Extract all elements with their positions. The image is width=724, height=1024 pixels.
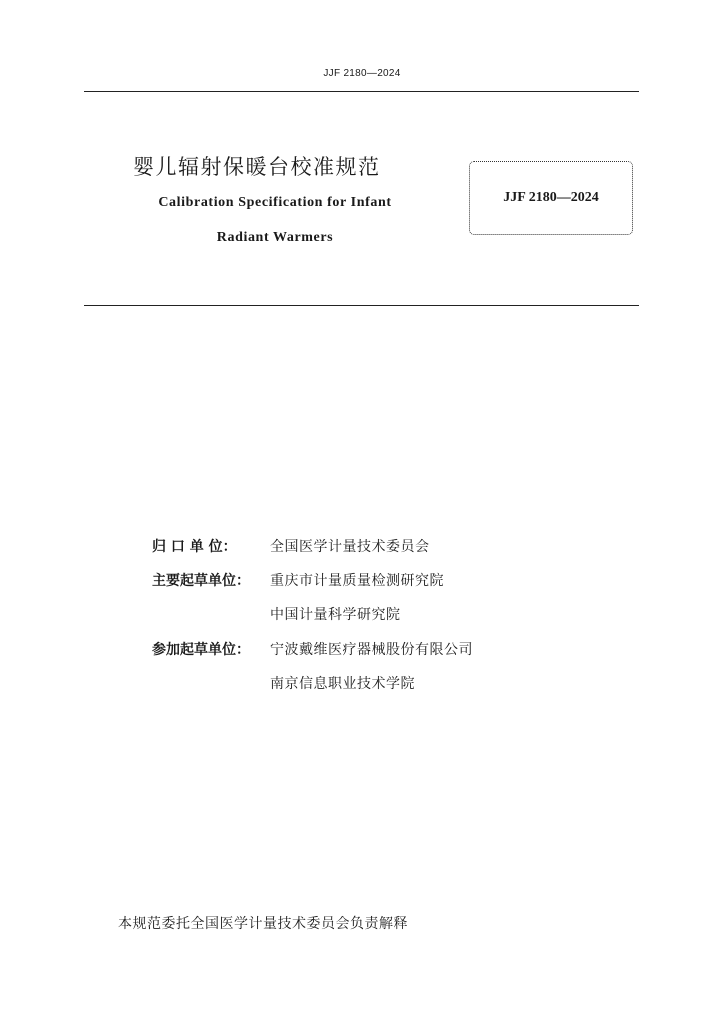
participating-value-2: 南京信息职业技术学院	[270, 676, 415, 692]
title-chinese: 婴儿辐射保暖台校准规范	[133, 155, 381, 179]
participating-row	[152, 639, 473, 661]
participating-row-2	[152, 673, 415, 695]
responsible-unit-label: 归 口 单 位：	[152, 539, 237, 555]
main-drafting-value-1: 重庆市计量质量检测研究院	[270, 573, 444, 589]
main-drafting-value-2: 中国计量科学研究院	[270, 607, 401, 623]
main-drafting-row-2	[152, 604, 401, 626]
responsible-unit-row	[152, 536, 430, 558]
title-english-line-1: Calibration Specification for Infant	[158, 195, 392, 210]
main-drafting-label: 主要起草单位：	[152, 573, 250, 589]
middle-divider	[84, 305, 639, 306]
document-code-header: JJF 2180—2024	[323, 68, 401, 79]
main-drafting-row	[152, 570, 444, 592]
responsible-unit-value: 全国医学计量技术委员会	[270, 539, 430, 555]
title-english-line-2: Radiant Warmers	[216, 230, 334, 245]
code-box-text: JJF 2180—2024	[503, 190, 599, 205]
participating-label: 参加起草单位：	[152, 642, 250, 658]
participating-value-1: 宁波戴维医疗器械股份有限公司	[270, 642, 473, 658]
top-divider	[84, 91, 639, 92]
interpretation-note: 本规范委托全国医学计量技术委员会负责解释	[118, 916, 408, 932]
